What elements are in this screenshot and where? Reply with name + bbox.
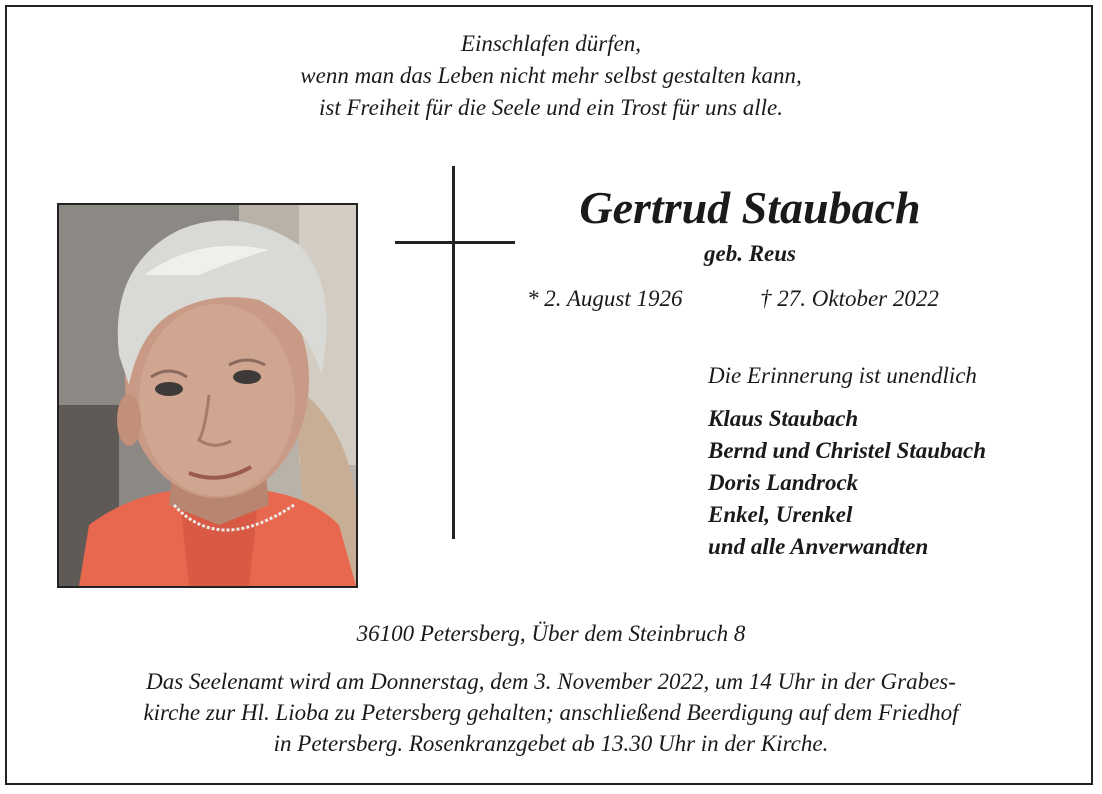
maiden-name: geb. Reus — [704, 241, 796, 266]
mourner-name: und alle Anverwandten — [708, 534, 929, 559]
deceased-name: Gertrud Staubach — [579, 182, 921, 233]
funeral-notice-line: Das Seelenamt wird am Donnerstag, dem 3. November 2022, um 14 Uhr in der Grabes- — [146, 669, 956, 694]
memory-line: Die Erinnerung ist unendlich — [708, 363, 977, 388]
mourner-name: Bernd und Christel Staubach — [708, 438, 987, 463]
mourner-name: Doris Landrock — [708, 470, 859, 495]
poem-line: Einschlafen dürfen, — [460, 31, 642, 56]
birth-date: * 2. August 1926 — [527, 286, 683, 311]
address: 36100 Petersberg, Über dem Steinbruch 8 — [356, 621, 746, 646]
portrait-photo — [57, 203, 358, 588]
mourner-name: Klaus Staubach — [708, 406, 859, 431]
funeral-notice — [0, 666, 1102, 759]
portrait-illustration — [59, 205, 356, 586]
poem-line: wenn man das Leben nicht mehr selbst gestalten kann, — [300, 63, 802, 88]
mourner-name: Enkel, Urenkel — [708, 502, 853, 527]
poem-line: ist Freiheit für die Seele und ein Trost für uns alle. — [318, 95, 783, 120]
funeral-notice-line: in Petersberg. Rosenkranzgebet ab 13.30 Uhr in der Kirche. — [273, 731, 829, 756]
cross-vertical-bar — [452, 166, 455, 539]
funeral-notice-line: kirche zur Hl. Lioba zu Petersberg gehalten; anschließend Beerdigung auf dem Friedhof — [143, 700, 959, 725]
death-date: † 27. Oktober 2022 — [760, 286, 939, 311]
mourners-list — [708, 403, 986, 563]
poem — [0, 28, 1102, 124]
